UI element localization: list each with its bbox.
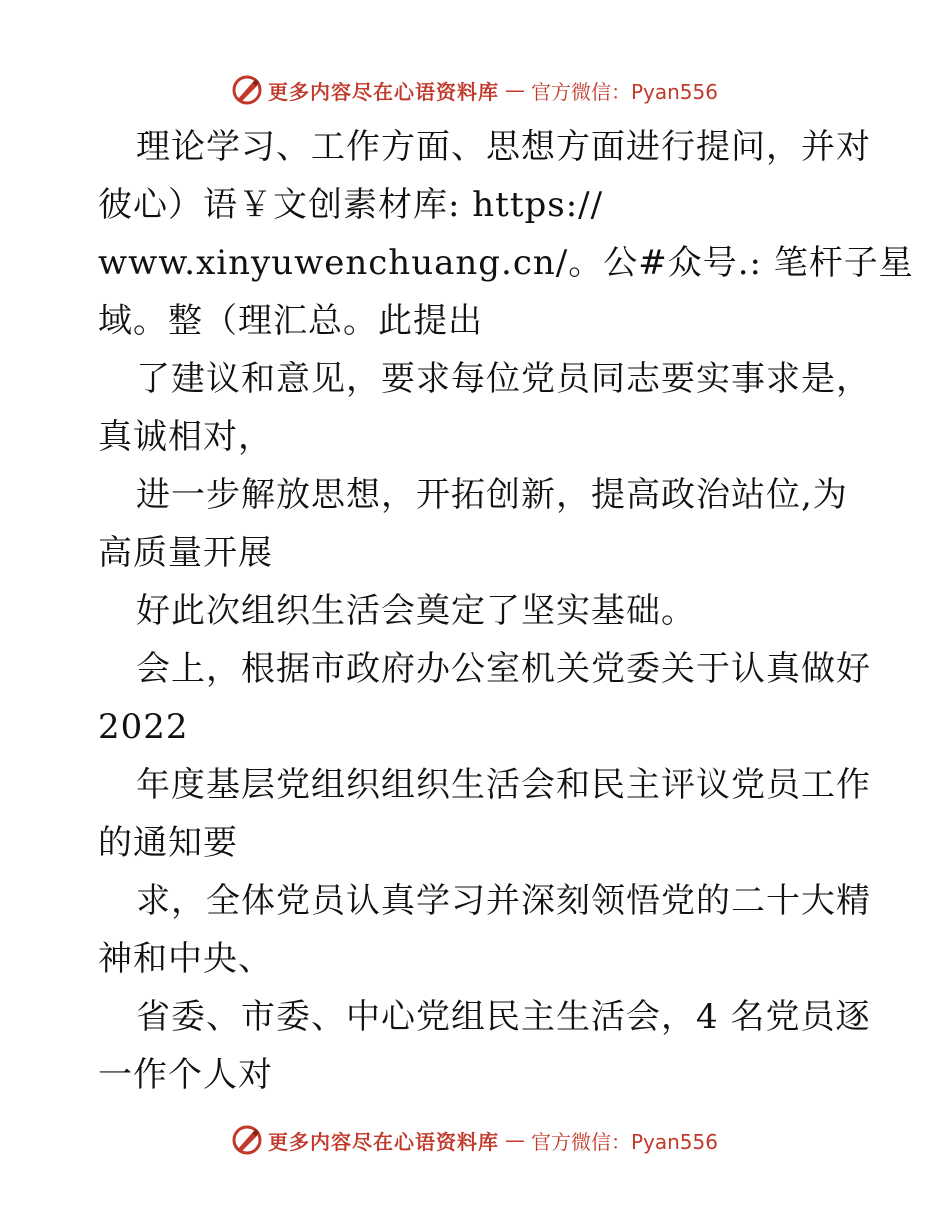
footer-contact-text: 官方微信：Pyan556 bbox=[530, 1129, 718, 1154]
body-line: 的通知要 bbox=[98, 823, 238, 863]
body-line: 神和中央、 bbox=[98, 939, 273, 979]
body-line: 年度基层党组织组织生活会和民主评议党员工作 bbox=[136, 765, 871, 805]
pen-logo-icon bbox=[232, 1125, 262, 1155]
body-line: 好此次组织生活会奠定了坚实基础。 bbox=[136, 591, 696, 631]
pen-logo-icon bbox=[232, 75, 262, 105]
body-line: 真诚相对， bbox=[98, 417, 273, 457]
body-line: 高质量开展 bbox=[98, 533, 273, 573]
footer-brand-text: 更多内容尽在心语资料库 bbox=[267, 1129, 499, 1154]
footer-banner bbox=[0, 1120, 950, 1160]
body-line: 会上，根据市政府办公室机关党委关于认真做好 bbox=[136, 649, 871, 689]
header-brand-text: 更多内容尽在心语资料库 bbox=[267, 79, 499, 104]
header-separator: — bbox=[504, 78, 525, 102]
footer-separator: — bbox=[504, 1128, 525, 1152]
body-line: 一作个人对 bbox=[98, 1055, 273, 1095]
body-line: 省委、市委、中心党组民主生活会，4 名党员逐 bbox=[136, 997, 871, 1037]
body-line: 彼心）语￥文创素材库: https:// bbox=[98, 185, 604, 225]
header-banner bbox=[0, 70, 950, 110]
body-line: 了建议和意见，要求每位党员同志要实事求是， bbox=[136, 359, 871, 399]
body-line: 域。整（理汇总。此提出 bbox=[98, 301, 483, 341]
body-line: 2022 bbox=[98, 707, 189, 747]
body-line: 进一步解放思想，开拓创新，提高政治站位,为 bbox=[136, 475, 848, 515]
document-body bbox=[98, 118, 914, 1104]
body-line: 求，全体党员认真学习并深刻领悟党的二十大精 bbox=[136, 881, 871, 921]
body-line: 理论学习、工作方面、思想方面进行提问，并对 bbox=[136, 127, 871, 167]
header-contact-text: 官方微信：Pyan556 bbox=[530, 79, 718, 104]
body-line: www.xinyuwenchuang.cn/。公#众号.: 笔杆子星 bbox=[98, 243, 914, 283]
